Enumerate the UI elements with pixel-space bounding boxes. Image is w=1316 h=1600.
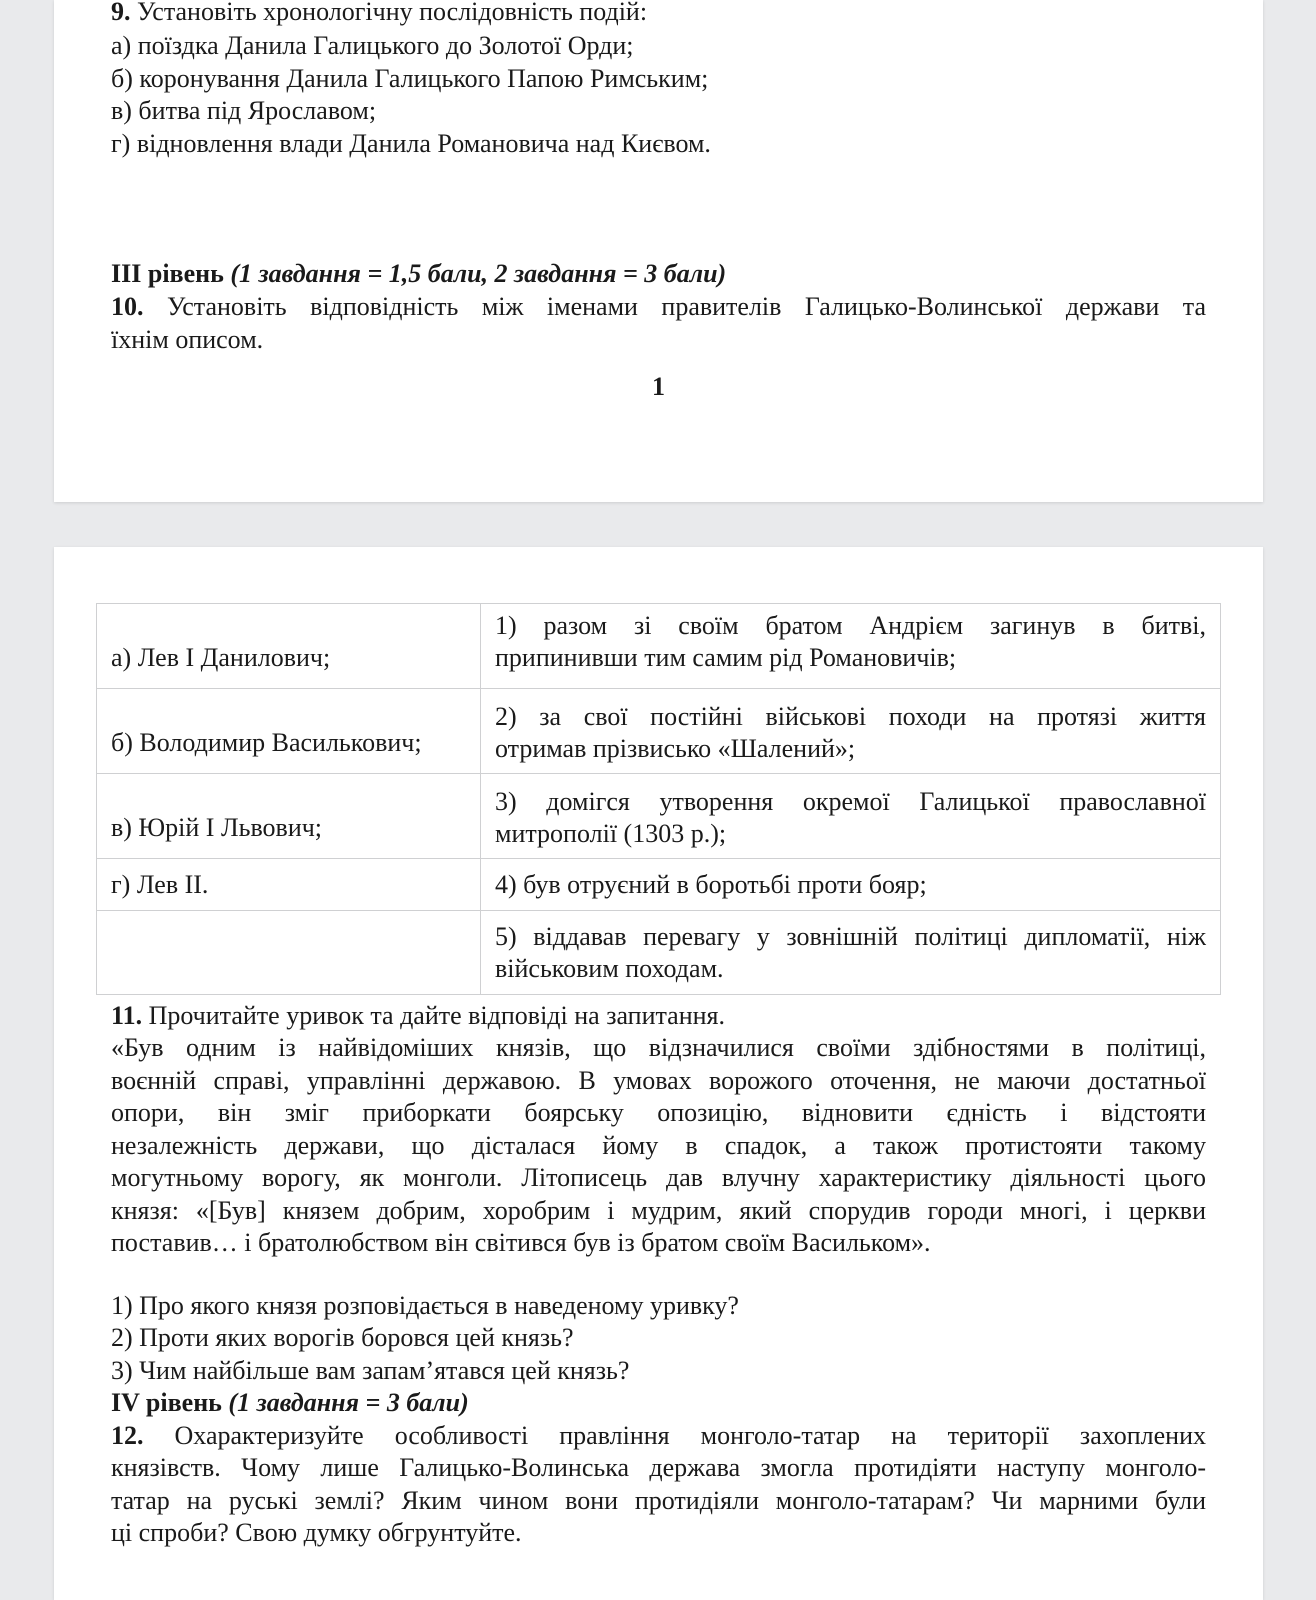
question-9-number: 9. xyxy=(111,0,131,26)
ruler-cell: г) Лев ІІ. xyxy=(97,859,481,911)
question-11-subquestion-3: 3) Чим найбільше вам запам’ятався цей князь? xyxy=(111,1356,630,1385)
question-12-line: ці спроби? Свою думку обгрунтуйте. xyxy=(111,1518,522,1547)
page-number: 1 xyxy=(652,372,665,401)
table-row xyxy=(97,911,1221,995)
description-line: митрополії (1303 р.); xyxy=(495,819,727,848)
level-3-heading xyxy=(111,258,1206,290)
description-line: 1) разом зі своїм братом Андрієм загинув в битві, xyxy=(495,611,1206,640)
level-4-label: IV рівень xyxy=(111,1388,222,1417)
question-12-line-1 xyxy=(111,1420,1206,1452)
question-11-title xyxy=(111,1000,1206,1032)
ruler-cell: в) Юрій І Львович; xyxy=(97,774,481,859)
document-page-2 xyxy=(54,547,1263,1600)
document-page-1 xyxy=(54,0,1263,502)
description-cell xyxy=(481,774,1221,859)
description-cell xyxy=(481,604,1221,689)
description-line: припинивши тим самим рід Романовичів; xyxy=(495,643,957,672)
description-line: 3) домігся утворення окремої Галицької православної xyxy=(495,787,1206,816)
ruler-cell: а) Лев І Данилович; xyxy=(97,604,481,689)
question-10-line-2: їхнім описом. xyxy=(111,325,264,354)
question-9-option-d: г) відновлення влади Данила Романовича над Києвом. xyxy=(111,129,711,158)
table-row xyxy=(97,604,1221,689)
question-10-number: 10. xyxy=(111,292,144,321)
question-9-title xyxy=(111,0,1206,28)
question-10-line-1 xyxy=(111,291,1206,323)
question-11-subquestion-1: 1) Про якого князя розповідається в наведеному уривку? xyxy=(111,1291,739,1320)
question-12-line: князівств. Чому лише Галицько-Волинська держава змогла протидіяти наступу монголо- xyxy=(111,1453,1206,1482)
description-cell xyxy=(481,911,1221,995)
question-9-option-a: а) поїздка Данила Галицького до Золотої Орди; xyxy=(111,31,634,60)
quote-line: незалежність держави, що дісталася йому в спадок, а також протистояти такому xyxy=(111,1131,1206,1160)
question-9-option-b: б) коронування Данила Галицького Папою Римським; xyxy=(111,64,709,93)
table-row xyxy=(97,859,1221,911)
table-row xyxy=(97,774,1221,859)
question-12-number: 12. xyxy=(111,1421,144,1450)
level-3-points: (1 завдання = 1,5 бали, 2 завдання = 3 бали) xyxy=(230,259,727,288)
level-3-label: ІІІ рівень xyxy=(111,259,224,288)
level-4-points: (1 завдання = 3 бали) xyxy=(228,1388,469,1417)
quote-line: «Був одним із найвідоміших князів, що відзначилися своїми здібностями в політиці, xyxy=(111,1033,1206,1062)
question-10-text: Установіть відповідність між іменами правителів Галицько-Волинської держави та xyxy=(166,292,1207,321)
question-11-number: 11. xyxy=(111,1001,143,1030)
ruler-cell: б) Володимир Василькович; xyxy=(97,689,481,774)
matching-table xyxy=(96,603,1221,995)
description-line: 2) за свої постійні військові походи на протязі життя xyxy=(495,702,1206,731)
description-line: отримав прізвисько «Шалений»; xyxy=(495,734,856,763)
description-cell xyxy=(481,689,1221,774)
question-12-text: Охарактеризуйте особливості правління монголо-татар на території захоплених xyxy=(174,1421,1206,1450)
description-line: 4) був отруєний в боротьбі проти бояр; xyxy=(495,870,927,899)
description-line: 5) віддавав перевагу у зовнішній політиці дипломатії, ніж xyxy=(495,922,1206,951)
question-9-text: Установіть хронологічну послідовність подій: xyxy=(137,0,648,26)
question-11-subquestion-2: 2) Проти яких ворогів боровся цей князь? xyxy=(111,1323,574,1352)
description-cell xyxy=(481,859,1221,911)
question-11-text: Прочитайте уривок та дайте відповіді на запитання. xyxy=(148,1001,726,1030)
level-4-heading xyxy=(111,1387,1206,1419)
quote-line: поставив… і братолюбством він світився був із братом своїм Васильком». xyxy=(111,1228,931,1257)
quote-line: могутньому ворогу, як монголи. Літописець дав влучну характеристику діяльності цього xyxy=(111,1163,1206,1192)
quote-line: князя: «[Був] князем добрим, хоробрим і мудрим, який спорудив городи многі, і церкви xyxy=(111,1196,1206,1225)
description-line: військовим походам. xyxy=(495,954,724,983)
quote-line: воєнній справі, управлінні державою. В умовах ворожого оточення, не маючи достатньої xyxy=(111,1066,1206,1095)
question-12-line: татар на руські землі? Яким чином вони протидіяли монголо-татарам? Чи марними були xyxy=(111,1486,1206,1515)
question-9-option-c: в) битва під Ярославом; xyxy=(111,96,377,125)
table-row xyxy=(97,689,1221,774)
ruler-cell xyxy=(97,911,481,995)
quote-line: опори, він зміг приборкати боярську опозицію, відновити єдність і відстояти xyxy=(111,1098,1206,1127)
